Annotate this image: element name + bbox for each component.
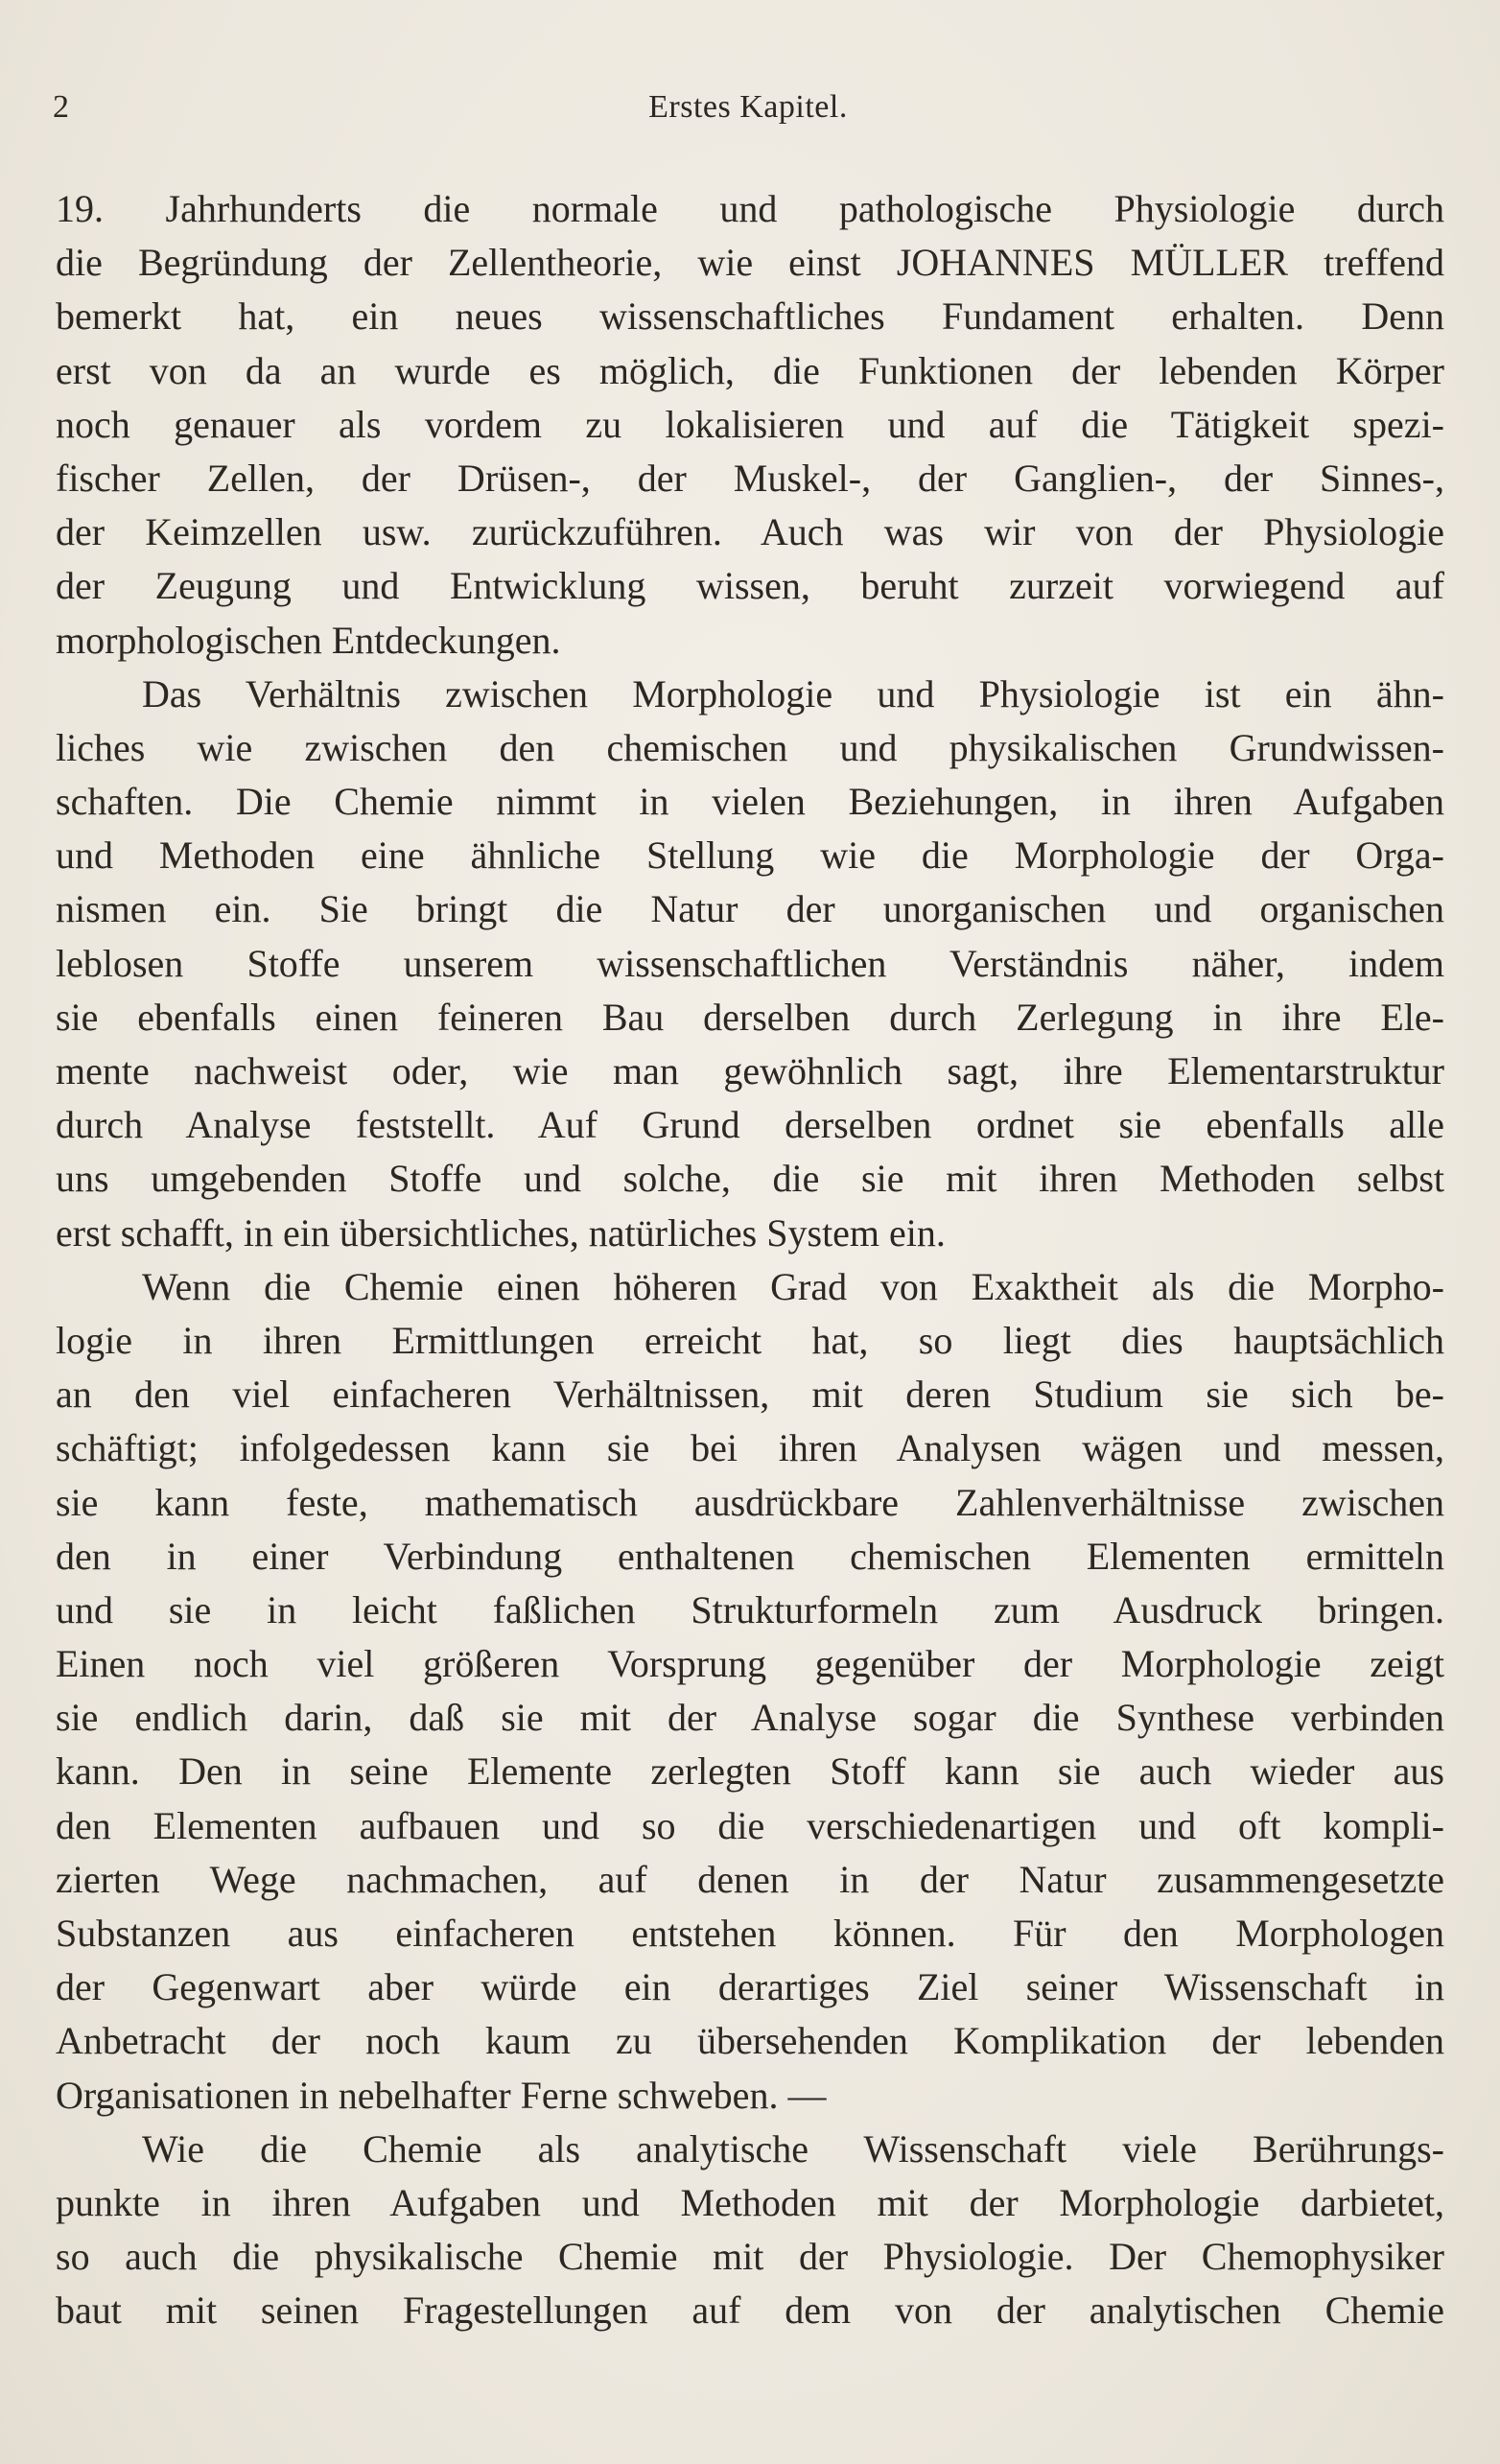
text-line: morphologischen Entdeckungen.	[56, 618, 561, 662]
text-line: schaften. Die Chemie nimmt in vielen Beziehungen, in ihren Aufgaben	[56, 780, 1444, 824]
paragraph-3	[56, 1260, 1444, 2123]
text-line: zierten Wege nachmachen, auf denen in der Natur zusammengesetzte	[56, 1857, 1444, 1901]
text-line: Substanzen aus einfacheren entstehen können. Für den Morphologen	[56, 1912, 1444, 1955]
text-line: schäftigt; infolgedessen kann sie bei ihren Analysen wägen und messen,	[56, 1426, 1444, 1470]
text-line: den Elementen aufbauen und so die verschiedenartigen und oft kompli-	[56, 1803, 1444, 1847]
text-line: und Methoden eine ähnliche Stellung wie die Morphologie der Orga-	[56, 833, 1444, 878]
text-line: leblosen Stoffe unserem wissenschaftlichen Verständnis näher, indem	[56, 941, 1444, 985]
text-line: bemerkt hat, ein neues wissenschaftliches Fundament erhalten. Denn	[56, 294, 1444, 339]
running-head	[53, 84, 1443, 130]
text-line: an den viel einfacheren Verhältnissen, mit deren Studium sie sich be-	[56, 1373, 1444, 1417]
text-line: fischer Zellen, der Drüsen-, der Muskel-, der Ganglien-, der Sinnes-,	[56, 456, 1444, 500]
text-line: der Keimzellen usw. zurückzuführen. Auch was wir von der Physiologie	[56, 510, 1444, 554]
text-line: Einen noch viel größeren Vorsprung gegenüber der Morphologie zeigt	[56, 1642, 1444, 1686]
text-line: Anbetracht der noch kaum zu übersehenden Komplikation der lebenden	[56, 2019, 1444, 2063]
text-line: 19. Jahrhunderts die normale und pathologische Physiologie durch	[56, 187, 1444, 230]
paragraph-2	[56, 668, 1444, 1260]
text-line: so auch die physikalische Chemie mit der Physiologie. Der Chemophysiker	[56, 2235, 1444, 2279]
text-line: Organisationen in nebelhafter Ferne schweben. —	[56, 2073, 827, 2117]
text-line: durch Analyse feststellt. Auf Grund derselben ordnet sie ebenfalls alle	[56, 1103, 1444, 1147]
text-line: erst schafft, in ein übersichtliches, natürliches System ein.	[56, 1210, 946, 1255]
text-line: sie kann feste, mathematisch ausdrückbare Zahlenverhältnisse zwischen	[56, 1480, 1444, 1524]
text-line: Wie die Chemie als analytische Wissenschaft viele Berührungs-	[142, 2126, 1444, 2171]
text-line: liches wie zwischen den chemischen und physikalischen Grundwissen-	[56, 725, 1444, 769]
body-text	[56, 182, 1444, 2338]
text-line: Das Verhältnis zwischen Morphologie und Physiologie ist ein ähn-	[142, 671, 1444, 716]
text-line: noch genauer als vordem zu lokalisieren und auf die Tätigkeit spezi-	[56, 402, 1444, 446]
paragraph-4	[56, 2123, 1444, 2338]
text-line: Wenn die Chemie einen höheren Grad von Exaktheit als die Morpho-	[142, 1264, 1444, 1308]
text-line: die Begründung der Zellentheorie, wie einst JOHANNES MÜLLER treffend	[56, 241, 1444, 285]
text-line: nismen ein. Sie bringt die Natur der unorganischen und organischen	[56, 887, 1444, 931]
text-line: der Gegenwart aber würde ein derartiges Ziel seiner Wissenschaft in	[56, 1965, 1444, 2009]
text-line: mente nachweist oder, wie man gewöhnlich sagt, ihre Elementarstruktur	[56, 1049, 1444, 1092]
text-line: baut mit seinen Fragestellungen auf dem von der analytischen Chemie	[56, 2288, 1444, 2333]
text-line: uns umgebenden Stoffe und solche, die sie mit ihren Methoden selbst	[56, 1157, 1444, 1201]
paragraph-1	[56, 182, 1444, 668]
chapter-title: Erstes Kapitel.	[648, 89, 848, 125]
text-line: punkte in ihren Aufgaben und Methoden mit der Morphologie darbietet,	[56, 2180, 1444, 2224]
text-line: erst von da an wurde es möglich, die Funktionen der lebenden Körper	[56, 348, 1444, 392]
text-line: den in einer Verbindung enthaltenen chemischen Elementen ermitteln	[56, 1534, 1444, 1578]
text-line: kann. Den in seine Elemente zerlegten Stoff kann sie auch wieder aus	[56, 1749, 1444, 1794]
page-number: 2	[53, 89, 69, 125]
text-line: und sie in leicht faßlichen Strukturformeln zum Ausdruck bringen.	[56, 1587, 1444, 1631]
text-line: der Zeugung und Entwicklung wissen, beruht zurzeit vorwiegend auf	[56, 564, 1444, 608]
text-line: sie endlich darin, daß sie mit der Analyse sogar die Synthese verbinden	[56, 1696, 1444, 1740]
text-line: logie in ihren Ermittlungen erreicht hat, so liegt dies hauptsächlich	[56, 1318, 1444, 1362]
text-line: sie ebenfalls einen feineren Bau derselben durch Zerlegung in ihre Ele-	[56, 995, 1444, 1039]
